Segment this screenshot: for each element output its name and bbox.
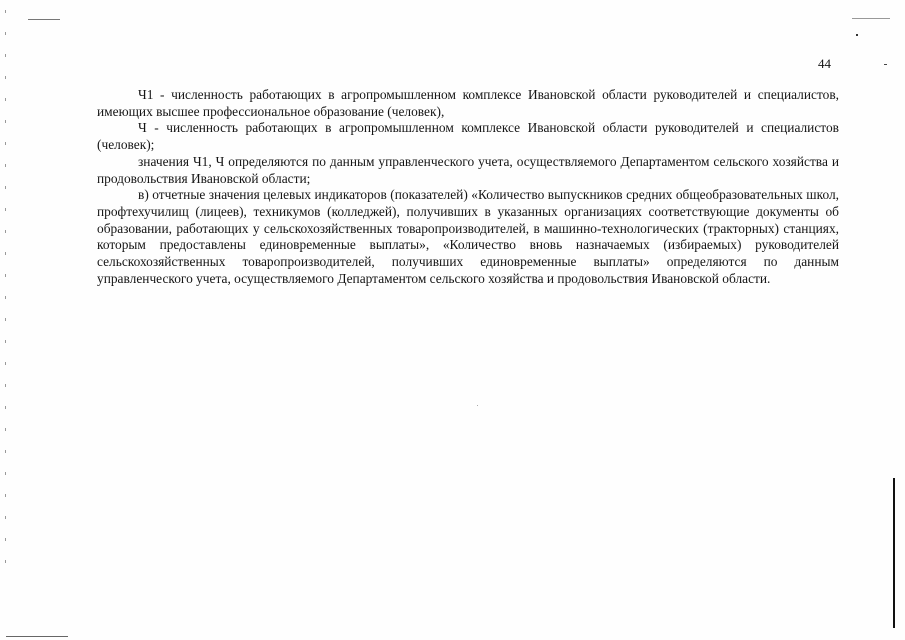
scan-artifact-dot — [884, 64, 887, 65]
paragraph-ch1-definition: Ч1 - численность работающих в агропромышленном комплексе Ивановской области руководителей и специалистов, имеющих высшее профессиональное образование (человек), — [97, 87, 839, 119]
document-body — [97, 87, 839, 287]
paragraph-values-source: значения Ч1, Ч определяются по данным управленческого учета, осуществляемого Департаментом сельского хозяйства и продовольствия Ивановской области; — [97, 153, 839, 186]
scan-artifact-dot — [856, 34, 858, 36]
paragraph-indicators: в) отчетные значения целевых индикаторов (показателей) «Количество выпускников средних общеобразовательных школ, профтехучилищ (лицеев), техникумов (колледжей), получивших в указанных организациях соответствующие документы об образовании, работающих у сельскохозяйственных товаропроизводителей, в машинно-технологических (тракторных) станциях, которым предоставлены единовременные выплаты», «Количество вновь назначаемых (избираемых) руководителей сельскохозяйственных товаропроизводителей, получивших единовременные выплаты» определяются по данным управленческого учета, осуществляемого Департаментом сельского хозяйства и продовольствия Ивановской области. — [97, 187, 839, 286]
scan-artifact-bar — [893, 478, 895, 628]
paragraph-ch-definition: Ч - численность работающих в агропромышленном комплексе Ивановской области руководителей и специалистов (человек); — [97, 120, 839, 153]
scan-artifact-dot — [477, 405, 478, 406]
scan-artifact-edge — [5, 10, 6, 570]
scan-artifact-line — [28, 19, 60, 20]
page-number: 44 — [818, 56, 831, 71]
scan-artifact-line — [852, 18, 890, 19]
scan-artifact-line — [6, 636, 68, 637]
